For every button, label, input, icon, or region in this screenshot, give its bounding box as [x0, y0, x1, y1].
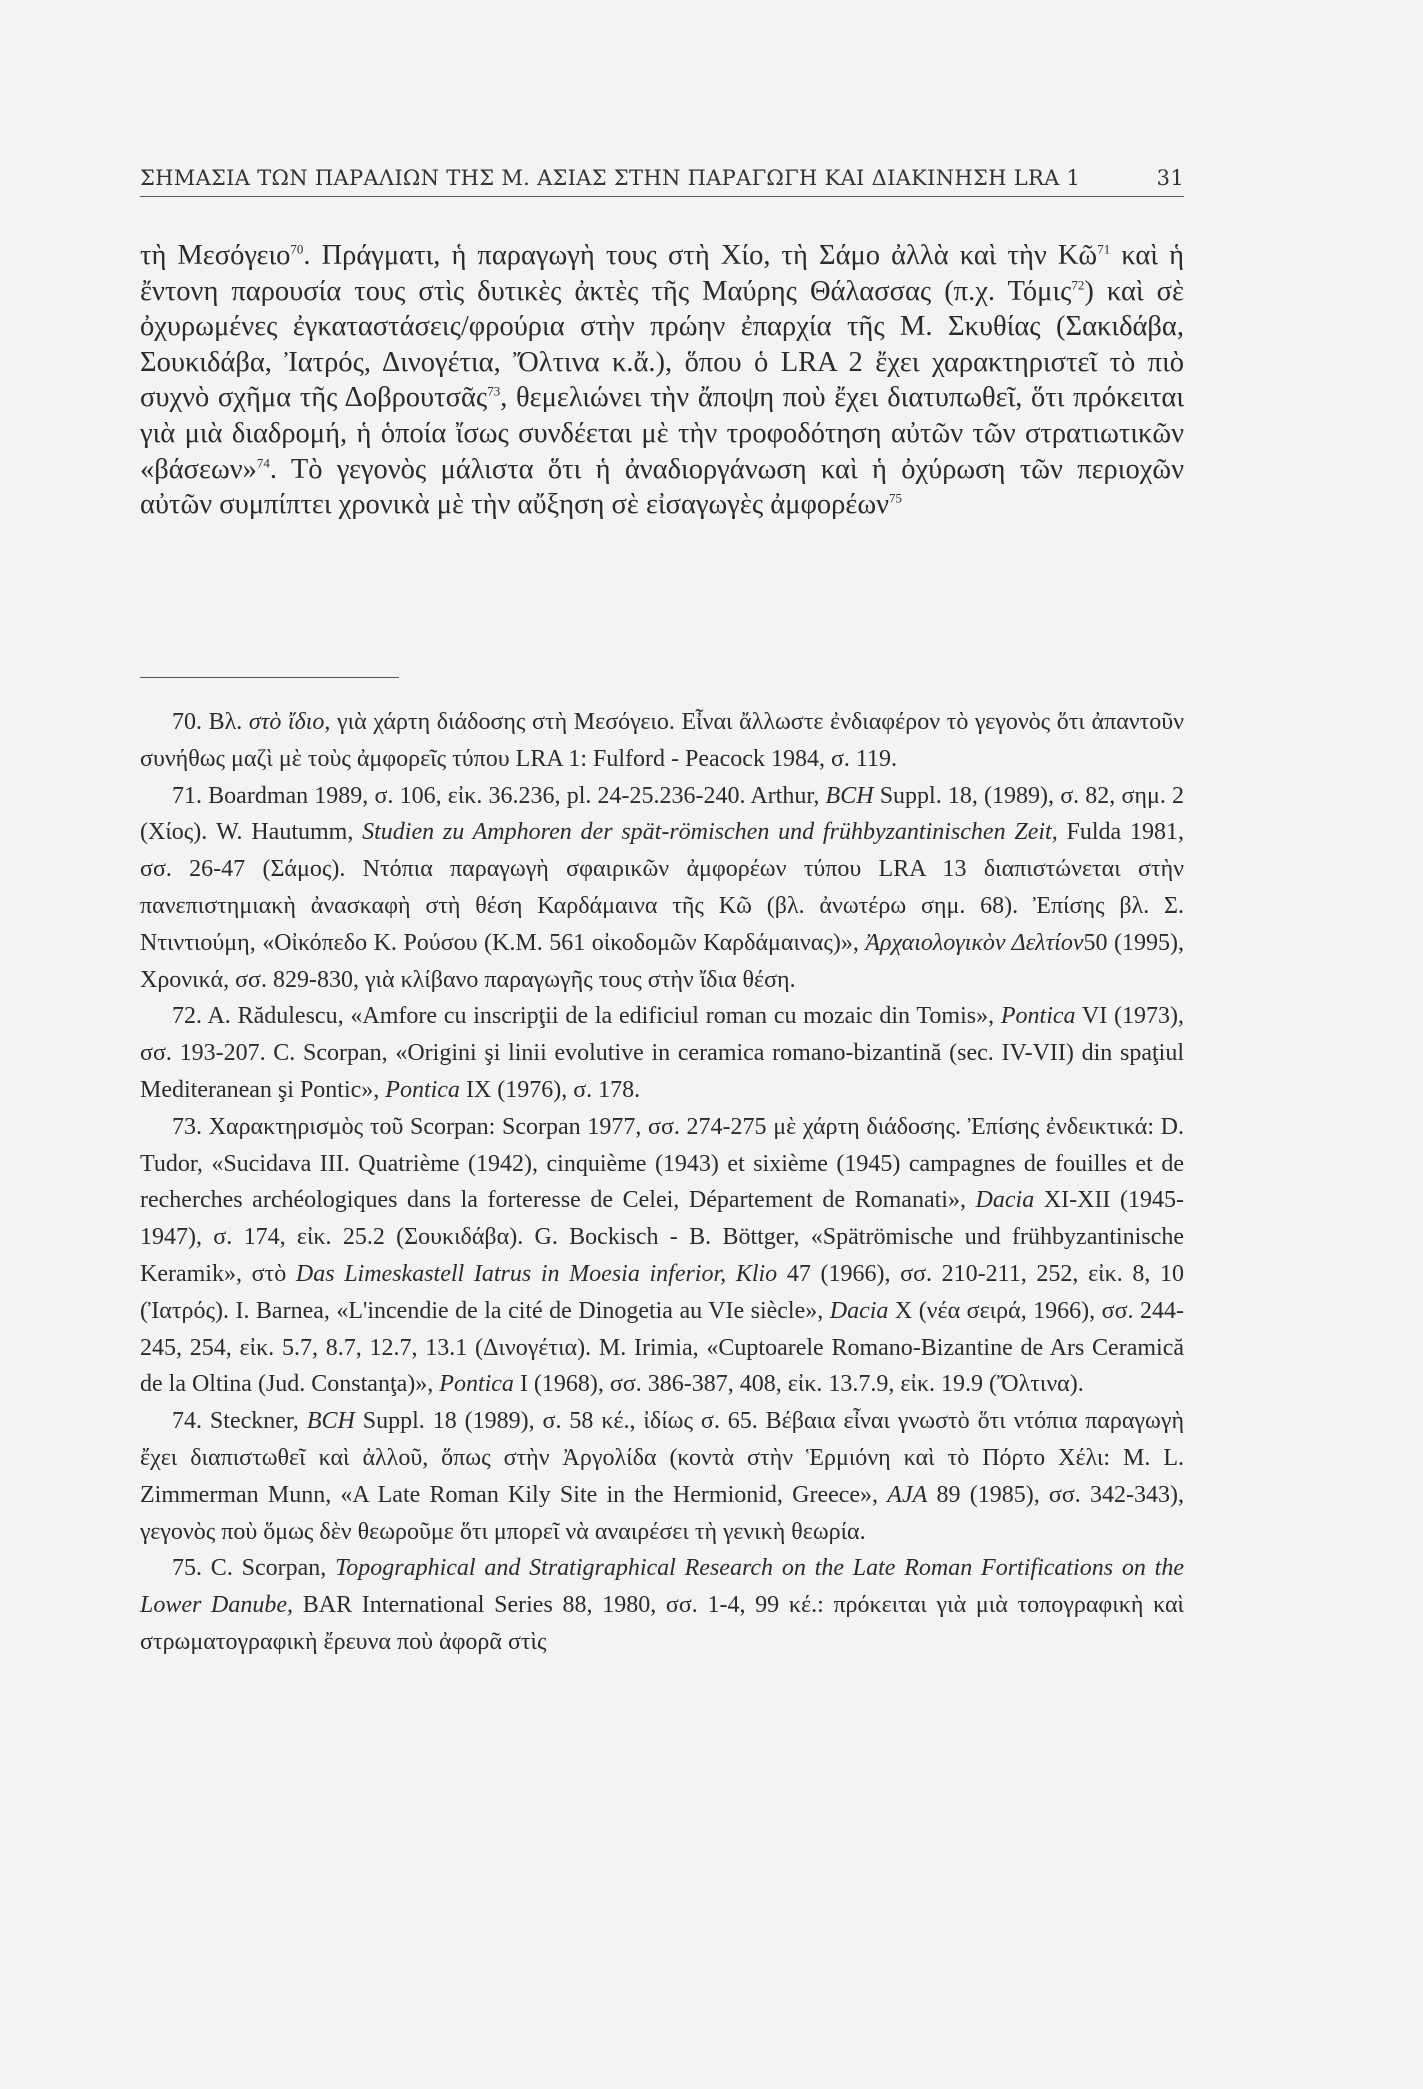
- note-italic: Pontica: [385, 1076, 460, 1103]
- note-italic: Topographical and Stratigraphical Research on the Late Roman Fortifications on the Lower Danube,: [140, 1555, 1184, 1619]
- body-text-run: . Τὸ γεγονὸς μάλιστα ὅτι ἡ ἀναδιοργάνωση καὶ ἡ ὀχύρωση τῶν περιοχῶν αὐτῶν συμπίπτει χρονικὰ μὲ τὴν αὔξηση σὲ εἰσαγωγὲς ἀμφορέων: [140, 453, 1184, 521]
- body-text-run: τὴ Μεσόγειο: [140, 240, 291, 271]
- footnote-70: [140, 704, 1184, 778]
- running-header: [140, 166, 1184, 197]
- note-italic: Pontica: [1000, 1003, 1076, 1030]
- note-italic: στὸ ἴδιο,: [248, 709, 331, 735]
- note-italic: BCH: [825, 782, 874, 809]
- footnote-ref-71: 71: [1097, 241, 1111, 257]
- note-italic: Dacia: [829, 1297, 889, 1324]
- body-text-run: καὶ ἡ ἔντονη παρουσία τους στὶς δυτικὲς ἀκτὲς τῆς Μαύρης Θάλασσας (π.χ. Τόμις: [140, 240, 1184, 307]
- page: [140, 0, 1184, 2089]
- note-italic: Ἀρχαιολογικὸν Δελτίον: [865, 929, 1084, 956]
- running-title: ΣΗΜΑΣΙΑ ΤΩΝ ΠΑΡΑΛΙΩΝ ΤΗΣ Μ. ΑΣΙΑΣ ΣΤΗΝ ΠΑΡΑΓΩΓΗ ΚΑΙ ΔΙΑΚΙΝΗΣΗ LRA 1: [140, 166, 1081, 190]
- note-text: 75. C. Scorpan,: [172, 1555, 336, 1582]
- note-text: Fulda 1981, σσ. 26-47 (Σάμος). Ντόπια παραγωγὴ σφαιρικῶν ἀμφορέων τύπου LRA 13 διαπιστώνεται στὴν πανεπιστημιακὴ ἀνασκαφὴ στὴ θέση Καρδάμαινα τῆς Κῶ (βλ. ἀνωτέρω σημ. 68). Ἐπίσης βλ. Σ. Ντιντιούμη, «Οἰκόπεδο Κ. Ρούσου (Κ.Μ. 561 οἰκοδομῶν Καρδάμαινας)»,: [140, 819, 1185, 956]
- body-text-run: , θεμελιώνει τὴν ἄποψη ποὺ ἔχει διατυπωθεῖ, ὅτι πρόκειται γιὰ μιὰ διαδρομή, ἡ ὁποία ἴσως συνδέεται μὲ τὴν τροφοδότηση αὐτῶν τῶν στρατιωτικῶν «βάσεων»: [140, 382, 1185, 485]
- note-italic: BCH: [306, 1408, 355, 1435]
- note-text: 50 (1995), Χρονικά, σσ. 829-830, γιὰ κλίβανο παραγωγῆς τους στὴν ἴδια θέση.: [140, 929, 1185, 993]
- note-text: 47 (1966), σσ. 210-211, 252, εἰκ. 8, 10 (Ἰατρός). I. Barnea, «L'incendie de la cité de Dinogetia au VIe siècle»,: [140, 1260, 1185, 1324]
- footnote-73: [140, 1109, 1184, 1403]
- footnote-ref-72: 72: [1071, 277, 1085, 293]
- note-text: 74. Steckner,: [172, 1408, 307, 1435]
- body-text-run: ) καὶ σὲ ὀχυρωμένες ἐγκαταστάσεις/φρούρια στὴν πρώην ἐπαρχία τῆς Μ. Σκυθίας (Σακιδάβα, Σουκιδάβα, Ἰατρός, Δινογέτια, Ὄλτινα κ.ἄ.), ὅπου ὁ LRA 2 ἔχει χαρακτηριστεῖ τὸ πιὸ συχνὸ σχῆμα τῆς Δοβρουτσᾶς: [140, 275, 1184, 414]
- note-text: γιὰ χάρτη διάδοσης στὴ Μεσόγειο. Εἶναι ἄλλωστε ἐνδιαφέρον τὸ γεγονὸς ὅτι ἀπαντοῦν συνήθως μαζὶ μὲ τοὺς ἀμφορεῖς τύπου LRA 1: Fulford - Peacock 1984, σ. 119.: [140, 709, 1185, 772]
- note-italic: Dacia: [975, 1187, 1035, 1214]
- footnote-72: [140, 998, 1184, 1108]
- body-paragraph: [140, 238, 1184, 523]
- note-text: VI (1973), σσ. 193-207. C. Scorpan, «Origini şi linii evolutive in ceramica romano-bizantină (sec. IV-VII) din spaţiul Mediteranean şi Pontic»,: [140, 1003, 1185, 1103]
- footnote-71: [140, 778, 1184, 999]
- note-text: 89 (1985), σσ. 342-343), γεγονὸς ποὺ ὅμως δὲν θεωροῦμε ὅτι μπορεῖ νὰ αναιρέσει τὴ γενικὴ θεωρία.: [140, 1481, 1185, 1545]
- note-text: 70. Βλ.: [172, 709, 249, 735]
- note-text: XI-XII (1945-1947), σ. 174, εἰκ. 25.2 (Σουκιδάβα). G. Bockisch - B. Böttger, «Spätrömische und frühbyzantinische Keramik», στὸ: [140, 1187, 1184, 1287]
- body-text: [140, 238, 1184, 523]
- note-italic: Studien zu Amphoren der spät-römischen und frühbyzantinischen Zeit,: [362, 819, 1058, 846]
- note-text: 72. A. Rădulescu, «Amfore cu inscripţii de la edificiul roman cu mozaic din Tomis»,: [172, 1003, 1001, 1030]
- note-italic: Das Limeskastell Iatrus in Moesia inferior, Klio: [295, 1260, 778, 1287]
- footnote-ref-73: 73: [487, 383, 501, 399]
- note-text: IX (1976), σ. 178.: [459, 1076, 641, 1103]
- footnotes: [140, 704, 1184, 1661]
- note-text: I (1968), σσ. 386-387, 408, εἰκ. 13.7.9, εἰκ. 19.9 (Ὄλτινα).: [513, 1371, 1084, 1398]
- note-italic: AJA: [887, 1481, 928, 1508]
- note-text: BAR International Series 88, 1980, σσ. 1-4, 99 κέ.: πρόκειται γιὰ μιὰ τοπογραφικὴ καὶ στρωματογραφικὴ ἔρευνα ποὺ ἀφορᾶ στὶς: [140, 1592, 1184, 1655]
- note-text: 71. Boardman 1989, σ. 106, εἰκ. 36.236, pl. 24-25.236-240. Arthur,: [172, 782, 826, 809]
- footnote-ref-74: 74: [256, 455, 270, 471]
- footnote-75: [140, 1550, 1184, 1660]
- footnote-74: [140, 1403, 1184, 1550]
- footnote-ref-75: 75: [889, 490, 903, 506]
- note-italic: Pontica: [439, 1371, 514, 1398]
- page-number: 31: [1156, 166, 1184, 190]
- note-text: Suppl. 18 (1989), σ. 58 κέ., ἰδίως σ. 65. Βέβαια εἶναι γνωστὸ ὅτι ντόπια παραγωγὴ ἔχει διαπιστωθεῖ καὶ ἀλλοῦ, ὅπως στὴν Ἀργολίδα (κοντὰ στὴν Ἑρμιόνη καὶ τὸ Πόρτο Χέλι: M. L. Zimmerman Munn, «A Late Roman Kily Site in the Hermionid, Greece»,: [140, 1408, 1184, 1508]
- note-text: Suppl. 18, (1989), σ. 82, σημ. 2 (Χίος). W. Hautumm,: [140, 782, 1184, 846]
- footnote-ref-70: 70: [290, 241, 304, 257]
- footnote-separator: [140, 677, 399, 678]
- note-text: 73. Χαρακτηρισμὸς τοῦ Scorpan: Scorpan 1977, σσ. 274-275 μὲ χάρτη διάδοσης. Ἐπίσης ἐνδεικτικά: D. Tudor, «Sucidava III. Quatrième (1942), cinquième (1943) et sixième (1945) campagnes de fouilles et de recherches archéologiques dans la forteresse de Celei, Département de Romanati»,: [140, 1113, 1184, 1214]
- body-text-run: . Πράγματι, ἡ παραγωγὴ τους στὴ Χίο, τὴ Σάμο ἀλλὰ καὶ τὴν Κῶ: [303, 240, 1098, 271]
- note-text: X (νέα σειρά, 1966), σσ. 244-245, 254, εἰκ. 5.7, 8.7, 12.7, 13.1 (Δινογέτια). M. Irimia, «Cuptoarele Romano-Bizantine de Ars Ceramică de la Oltina (Jud. Constanţa)»,: [140, 1297, 1184, 1398]
